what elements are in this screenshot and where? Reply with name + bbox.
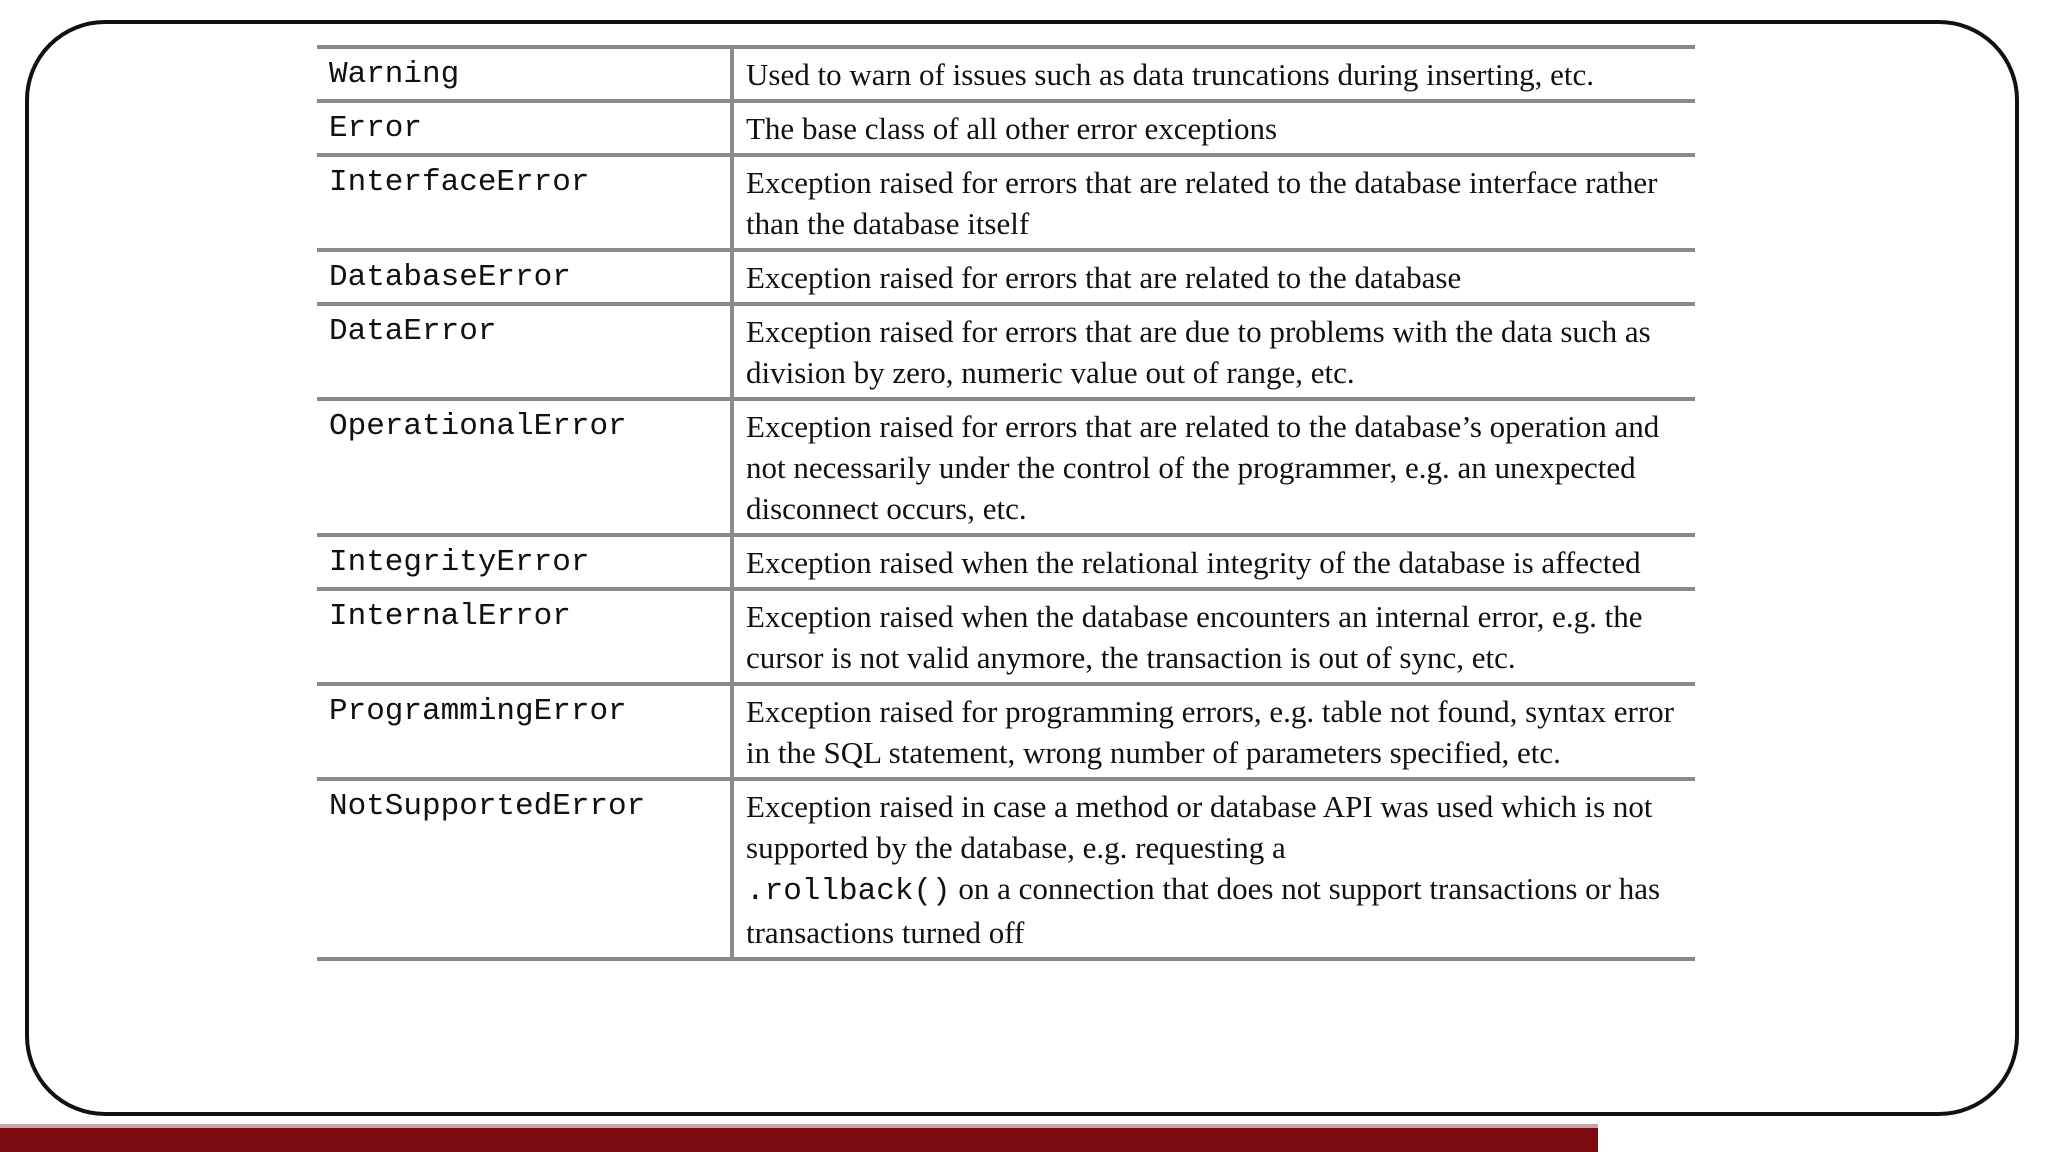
exception-description: The base class of all other error exceptions [746, 111, 1278, 146]
exception-description: Exception raised for errors that are due to problems with the data such as division by zero, numeric value out of range, etc. [746, 314, 1651, 390]
exception-description: Used to warn of issues such as data truncations during inserting, etc. [746, 57, 1595, 92]
exception-name: InternalError [317, 589, 732, 684]
exception-description: Exception raised for errors that are related to the database’s operation and not necessarily under the control of the programmer, e.g. an unexpected disconnect occurs, etc. [746, 409, 1660, 526]
table-row [317, 304, 1695, 399]
exception-description: Exception raised when the relational integrity of the database is affected [746, 545, 1641, 580]
exception-description: Exception raised when the database encounters an internal error, e.g. the cursor is not valid anymore, the transaction is out of sync, etc. [746, 599, 1643, 675]
table-row [317, 399, 1695, 535]
exception-description: Exception raised for errors that are related to the database interface rather than the database itself [746, 165, 1658, 241]
description-text: on a connection that does not support transactions or has transactions turned off [746, 871, 1661, 950]
exception-description [732, 779, 1695, 959]
table-row [317, 47, 1695, 101]
table-row [317, 684, 1695, 779]
table-row [317, 101, 1695, 155]
exception-description: Exception raised for programming errors, e.g. table not found, syntax error in the SQL statement, wrong number of parameters specified, etc. [746, 694, 1674, 770]
table-row [317, 250, 1695, 304]
exception-name: DatabaseError [317, 250, 732, 304]
exception-name: NotSupportedError [317, 779, 732, 959]
exception-description: Exception raised for errors that are related to the database [746, 260, 1462, 295]
exception-name: DataError [317, 304, 732, 399]
table-row [317, 155, 1695, 250]
exceptions-table [317, 45, 1695, 961]
table-row [317, 779, 1695, 959]
exception-name: IntegrityError [317, 535, 732, 589]
table-row [317, 589, 1695, 684]
footer-bar [0, 1124, 1598, 1152]
code-snippet: .rollback() [746, 874, 951, 909]
exception-name: InterfaceError [317, 155, 732, 250]
exception-name: OperationalError [317, 399, 732, 535]
exception-name: Warning [317, 47, 732, 101]
exception-name: Error [317, 101, 732, 155]
description-text: Exception raised in case a method or database API was used which is not supported by the database, e.g. requesting a [746, 789, 1653, 865]
exception-name: ProgrammingError [317, 684, 732, 779]
table-row [317, 535, 1695, 589]
